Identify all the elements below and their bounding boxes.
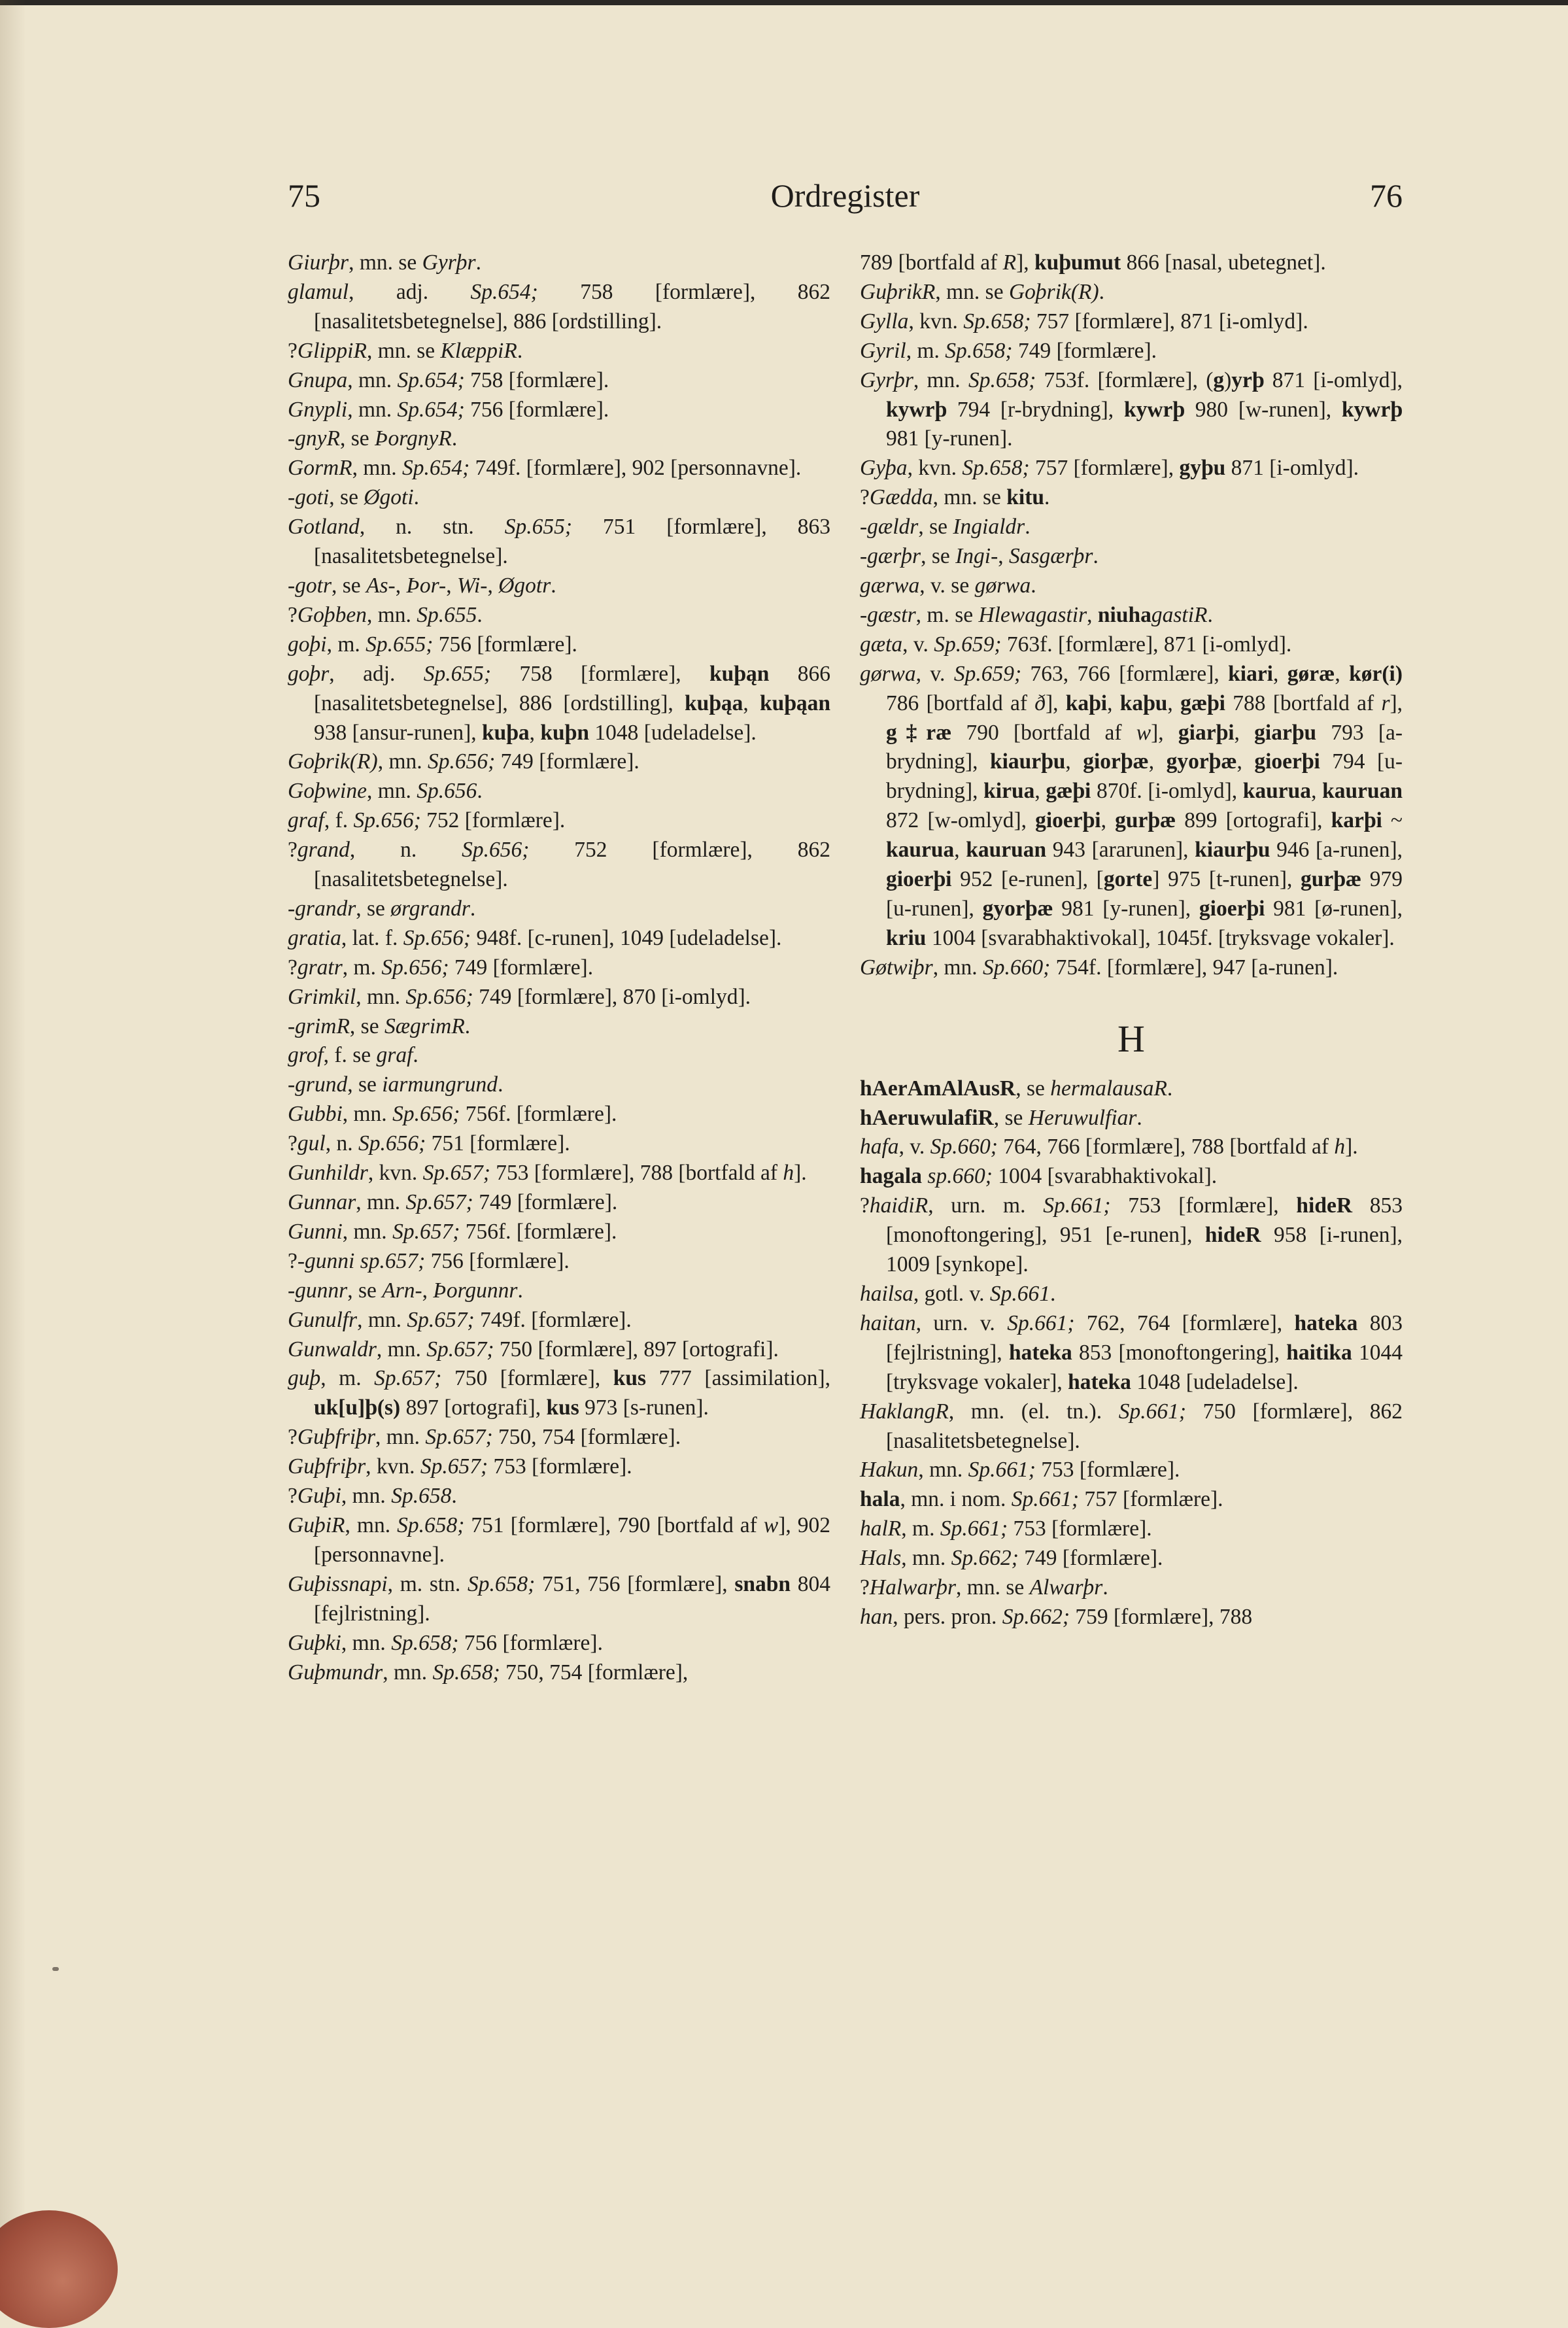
index-entry: hafa, v. Sp.660; 764, 766 [formlære], 788 [bortfald af h].	[860, 1135, 1358, 1159]
index-entry: Goþrik(R), mn. Sp.656; 749 [formlære].	[288, 749, 639, 774]
index-entry: -gunnr, se Arn-, Þorgunnr.	[288, 1278, 523, 1303]
index-entry: Gyril, m. Sp.658; 749 [formlære].	[860, 338, 1157, 363]
index-entry: haitan, urn. v. Sp.661; 762, 764 [formlære], hateka 803 [fejlristning], hateka 853 [monoftongering], haitika 1044 [tryksvage vokaler], hateka 1048 [udeladelse].	[860, 1310, 1403, 1394]
index-entry: -gæstr, m. se Hlewagastir, niuhagastiR.	[860, 602, 1213, 627]
index-entry: -grund, se iarmungrund.	[288, 1072, 503, 1097]
index-entry: GormR, mn. Sp.654; 749f. [formlære], 902 [personnavne].	[288, 456, 802, 481]
index-entry: ?Goþben, mn. Sp.655.	[288, 602, 483, 627]
index-entry: HaklangR, mn. (el. tn.). Sp.661; 750 [formlære], 862 [nasalitetsbetegnelse].	[860, 1399, 1403, 1453]
index-entry: ?grand, n. Sp.656; 752 [formlære], 862 [nasalitetsbetegnelse].	[288, 838, 831, 892]
index-entry: -goti, se Øgoti.	[288, 485, 419, 510]
index-entry: Gunulfr, mn. Sp.657; 749f. [formlære].	[288, 1307, 632, 1332]
index-entry: ?-gunni sp.657; 756 [formlære].	[288, 1248, 570, 1273]
index-entry: Gyþa, kvn. Sp.658; 757 [formlære], gyþu 871 [i-omlyd].	[860, 456, 1359, 481]
index-entry: GuþrikR, mn. se Goþrik(R).	[860, 279, 1105, 304]
index-entry: gærwa, v. se gørwa.	[860, 573, 1036, 598]
index-entry: Gotland, n. stn. Sp.655; 751 [formlære], 863 [nasalitetsbetegnelse].	[288, 515, 830, 569]
index-entry: hAeruwulafiR, se Heruwulfiar.	[860, 1105, 1142, 1130]
index-entry: glamul, adj. Sp.654; 758 [formlære], 862 [nasalitetsbetegnelse], 886 [ordstilling].	[288, 279, 831, 334]
g-continued-entries	[860, 248, 1403, 983]
index-entry: Gylla, kvn. Sp.658; 757 [formlære], 871 [i-omlyd].	[860, 309, 1308, 334]
index-entry: -grandr, se ørgrandr.	[288, 896, 476, 921]
index-entry: Gøtwiþr, mn. Sp.660; 754f. [formlære], 947 [a-runen].	[860, 955, 1338, 980]
binding-shadow	[0, 0, 26, 2272]
index-entry: gørwa, v. Sp.659; 763, 766 [formlære], kiari, gøræ, kør(i) 786 [bortfald af ð], kaþi, kaþu, gæþi 788 [bortfald af r], g‡ræ 790 [bortfald af w], giarþi, giarþu 793 [a-brydning], kiaurþu, giorþæ, gyorþæ, gioerþi 794 [u-brydning], kirua, gæþi 870f. [i-omlyd], kaurua, kauruan 872 [w-omlyd], gioerþi, gurþæ 899 [ortografi], karþi ~ kaurua, kauruan 943 [ararunen], kiaurþu 946 [a-runen], gioerþi 952 [e-runen], [gorte] 975 [t-runen], gurþæ 979 [u-runen], gyorþæ 981 [y-runen], gioerþi 981 [ø-runen], kriu 1004 [svarabhaktivokal], 1045f. [tryksvage vokaler].	[860, 661, 1403, 950]
index-entry: Gyrþr, mn. Sp.658; 753f. [formlære], (g)yrþ 871 [i-omlyd], kywrþ 794 [r-brydning], kywrþ 980 [w-runen], kywrþ 981 [y-runen].	[860, 368, 1403, 451]
left-page-number: 75	[288, 177, 320, 214]
index-entry: Gubbi, mn. Sp.656; 756f. [formlære].	[288, 1102, 617, 1127]
index-entry: Gunnar, mn. Sp.657; 749 [formlære].	[288, 1190, 618, 1214]
index-entry: Hals, mn. Sp.662; 749 [formlære].	[860, 1546, 1163, 1571]
index-entry: Gunni, mn. Sp.657; 756f. [formlære].	[288, 1219, 617, 1244]
index-entry: hagala sp.660; 1004 [svarabhaktivokal].	[860, 1164, 1218, 1189]
index-entry: Giurþr, mn. se Gyrþr.	[288, 250, 481, 275]
index-entry: hailsa, gotl. v. Sp.661.	[860, 1282, 1056, 1306]
index-entry: Grimkil, mn. Sp.656; 749 [formlære], 870 [i-omlyd].	[288, 984, 751, 1009]
section-heading-h: H	[1117, 1017, 1145, 1060]
index-entry: ?Halwarþr, mn. se Alwarþr.	[860, 1575, 1108, 1600]
index-entry: ?GlippiR, mn. se KlæppiR.	[288, 338, 523, 363]
index-entry: gæta, v. Sp.659; 763f. [formlære], 871 [i-omlyd].	[860, 632, 1292, 657]
index-entry: -grimR, se SægrimR.	[288, 1014, 471, 1038]
index-entry: graf, f. Sp.656; 752 [formlære].	[288, 808, 566, 833]
index-entry: -gærþr, se Ingi-, Sasgærþr.	[860, 544, 1099, 569]
index-entry: grof, f. se graf.	[288, 1043, 418, 1068]
index-entry: Gnupa, mn. Sp.654; 758 [formlære].	[288, 368, 609, 392]
index-entry: GuþiR, mn. Sp.658; 751 [formlære], 790 [bortfald af w], 902 [personnavne].	[288, 1513, 831, 1567]
index-entry: Guþmundr, mn. Sp.658; 750, 754 [formlære],	[288, 1660, 689, 1685]
index-entry: han, pers. pron. Sp.662; 759 [formlære], 788	[860, 1604, 1253, 1629]
index-entry: gratia, lat. f. Sp.656; 948f. [c-runen], 1049 [udeladelse].	[288, 925, 782, 950]
index-entry: Gunwaldr, mn. Sp.657; 750 [formlære], 897 [ortografi].	[288, 1337, 779, 1361]
index-entry: -gotr, se As-, Þor-, Wi-, Øgotr.	[288, 573, 556, 598]
right-page-number: 76	[1370, 177, 1403, 214]
index-entry: Gnypli, mn. Sp.654; 756 [formlære].	[288, 397, 609, 422]
index-entry: ?haidiR, urn. m. Sp.661; 753 [formlære], hideR 853 [monoftongering], 951 [e-runen], hideR 958 [i-runen], 1009 [synkope].	[860, 1193, 1403, 1277]
index-entry: Guþfriþr, kvn. Sp.657; 753 [formlære].	[288, 1454, 632, 1479]
left-column	[288, 248, 830, 1687]
index-entry: Goþwine, mn. Sp.656.	[288, 779, 483, 804]
index-entry: ?Guþi, mn. Sp.658.	[288, 1484, 457, 1509]
index-entry: 789 [bortfald af R], kuþumut 866 [nasal, ubetegnet].	[860, 250, 1326, 275]
index-entry: Hakun, mn. Sp.661; 753 [formlære].	[860, 1458, 1180, 1482]
index-entry: Gunhildr, kvn. Sp.657; 753 [formlære], 788 [bortfald af h].	[288, 1161, 807, 1186]
running-title: Ordregister	[770, 177, 920, 214]
index-entry: -gældr, se Ingialdr.	[860, 515, 1031, 539]
index-entry: ?Gædda, mn. se kitu.	[860, 485, 1050, 510]
right-column	[860, 248, 1403, 1632]
index-entry: ?Guþfriþr, mn. Sp.657; 750, 754 [formlære].	[288, 1425, 681, 1450]
index-entry: halR, m. Sp.661; 753 [formlære].	[860, 1516, 1152, 1541]
index-entry: Guþissnapi, m. stn. Sp.658; 751, 756 [formlære], snabn 804 [fejlristning].	[288, 1571, 830, 1626]
page-header	[288, 177, 1403, 222]
index-entry: hala, mn. i nom. Sp.661; 757 [formlære].	[860, 1487, 1223, 1512]
page-corner-tab	[0, 2210, 118, 2328]
index-entry: goþi, m. Sp.655; 756 [formlære].	[288, 632, 577, 657]
index-entry: ?gul, n. Sp.656; 751 [formlære].	[288, 1131, 570, 1156]
index-entry: hAerAmAlAusR, se hermalausaR.	[860, 1076, 1173, 1101]
index-entry: guþ, m. Sp.657; 750 [formlære], kus 777 [assimilation], uk[u]þ(s) 897 [ortografi], kus 973 [s-runen].	[288, 1366, 831, 1420]
page-top-edge	[0, 0, 1568, 5]
h-entries	[860, 1074, 1403, 1632]
index-entry: ?gratr, m. Sp.656; 749 [formlære].	[288, 955, 594, 980]
index-entry: -gnyR, se ÞorgnyR.	[288, 426, 458, 451]
index-entry: goþr, adj. Sp.655; 758 [formlære], kuþąn 866 [nasalitetsbetegnelse], 886 [ordstilling], kuþąa, kuþąan 938 [ansur-runen], kuþa, kuþn 1048 [udeladelse].	[288, 661, 831, 745]
paper-speck	[52, 1967, 59, 1971]
index-entry: Guþki, mn. Sp.658; 756 [formlære].	[288, 1630, 603, 1655]
